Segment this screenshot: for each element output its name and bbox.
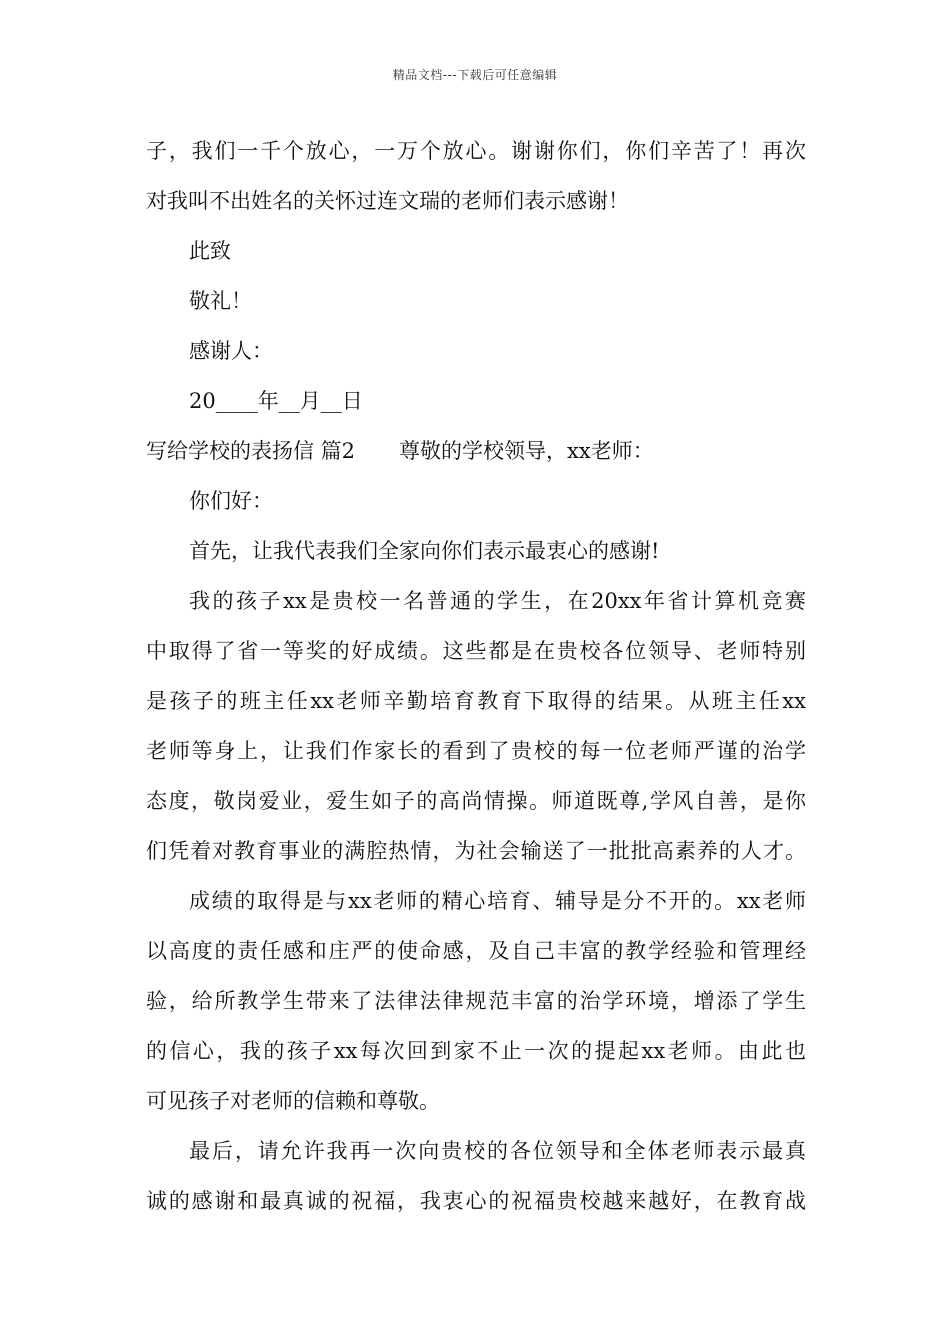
paragraph-line: 们凭着对教育事业的满腔热情，为社会输送了一批批高素养的人才。	[146, 839, 806, 863]
closing-respect: 敬礼！	[189, 289, 252, 313]
page-header: 精品文档---下载后可任意编辑	[392, 68, 558, 82]
paragraph-line: 的信心，我的孩子xx每次回到家不止一次的提起xx老师。由此也	[146, 1039, 806, 1063]
letter-greeting: 尊敬的学校领导，xx老师：	[399, 439, 654, 463]
body-line: 子，我们一千个放心，一万个放心。谢谢你们，你们辛苦了！再次	[146, 139, 806, 163]
paragraph-line: 成绩的取得是与xx老师的精心培育、辅导是分不开的。xx老师	[189, 889, 806, 913]
paragraph-line: 中取得了省一等奖的好成绩。这些都是在贵校各位领导、老师特别	[146, 639, 806, 663]
paragraph-line: 以高度的责任感和庄严的使命感，及自己丰富的教学经验和管理经	[146, 939, 806, 963]
paragraph-line: 老师等身上，让我们作家长的看到了贵校的每一位老师严谨的治学	[146, 739, 806, 763]
paragraph-line: 最后，请允许我再一次向贵校的各位领导和全体老师表示最真	[189, 1139, 806, 1163]
paragraph-line: 态度，敬岗爱业，爱生如子的高尚情操。师道既尊,学风自善，是你	[146, 789, 806, 813]
closing-salutation: 此致	[189, 239, 231, 263]
paragraph-line: 验，给所教学生带来了法律法律规范丰富的治学环境，增添了学生	[146, 989, 806, 1013]
paragraph-line: 是孩子的班主任xx老师辛勤培育教育下取得的结果。从班主任xx	[146, 689, 806, 713]
body-line: 对我叫不出姓名的关怀过连文瑞的老师们表示感谢！	[146, 189, 629, 213]
paragraph-line: 诚的感谢和最真诚的祝福，我衷心的祝福贵校越来越好，在教育战	[146, 1189, 806, 1213]
date-line: 20____年__月__日	[189, 389, 363, 413]
signature-label: 感谢人：	[189, 339, 273, 363]
paragraph-line: 我的孩子xx是贵校一名普通的学生，在20xx年省计算机竞赛	[189, 589, 806, 613]
paragraph-line: 可见孩子对老师的信赖和尊敬。	[146, 1089, 440, 1113]
section-heading	[146, 436, 654, 466]
salutation: 你们好：	[189, 489, 273, 513]
paragraph-line: 首先，让我代表我们全家向你们表示最衷心的感谢!	[189, 539, 660, 563]
section-title: 写给学校的表扬信 篇2	[146, 439, 356, 463]
